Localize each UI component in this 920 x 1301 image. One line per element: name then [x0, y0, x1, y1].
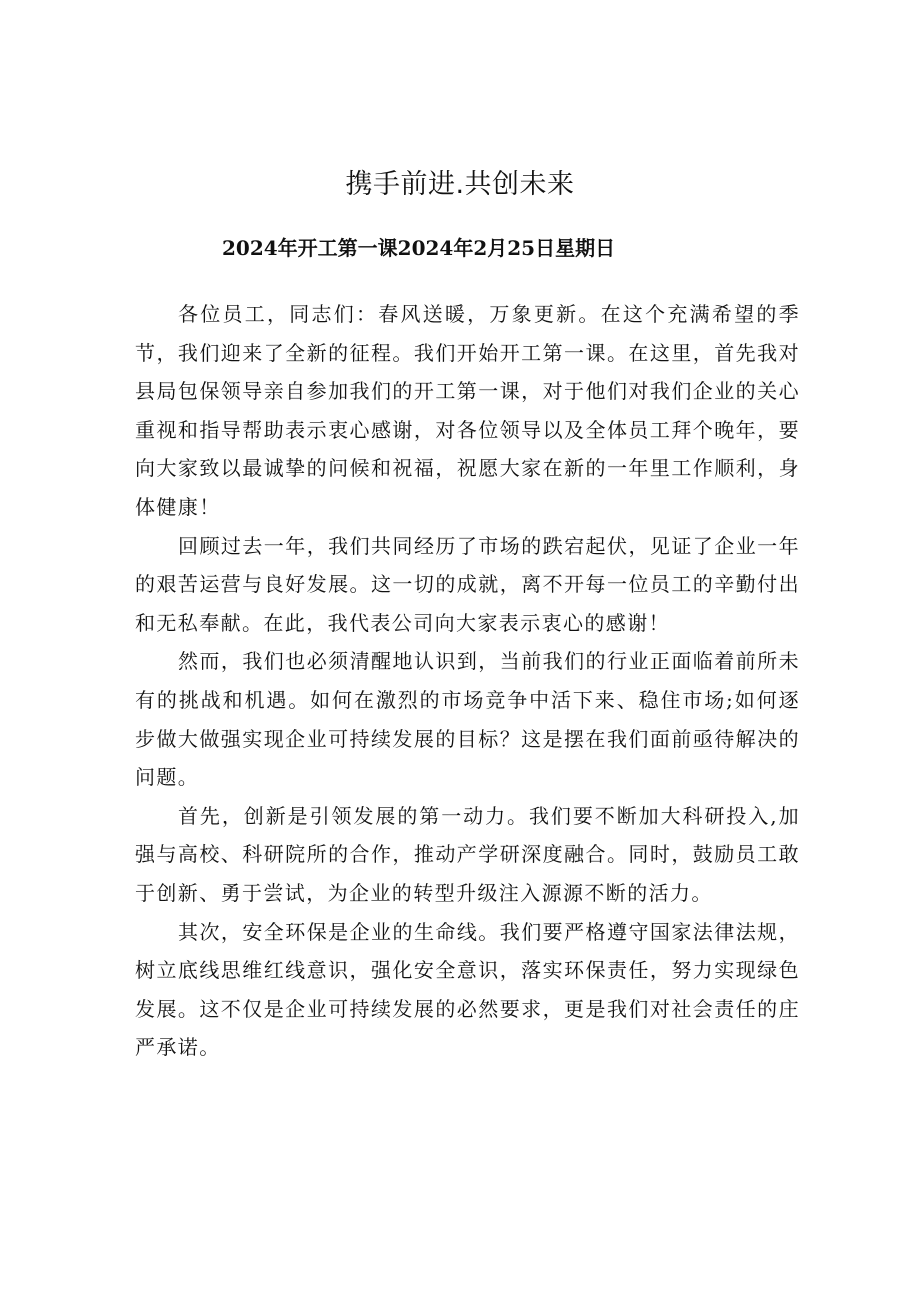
paragraph-review: 回顾过去一年，我们共同经历了市场的跌宕起伏，见证了企业一年的艰苦运营与良好发展。这一切的成就，离不开每一位员工的辛勤付出和无私奉献。在此，我代表公司向大家表示衷心的感谢！ — [135, 533, 800, 635]
document-body — [135, 295, 800, 1067]
paragraph-challenges: 然而，我们也必须清醒地认识到，当前我们的行业正面临着前所未有的挑战和机遇。如何在激烈的市场竞争中活下来、稳住市场;如何逐步做大做强实现企业可持续发展的目标？这是摆在我们面前亟待解决的问题。 — [135, 649, 800, 790]
document-subtitle: 2024年开工第一课2024年2月25日星期日 — [222, 236, 616, 260]
paragraph-safety: 其次，安全环保是企业的生命线。我们要严格遵守国家法律法规，树立底线思维红线意识，强化安全意识，落实环保责任，努力实现绿色发展。这不仅是企业可持续发展的必然要求，更是我们对社会责任的庄严承诺。 — [135, 919, 800, 1060]
paragraph-innovation: 首先，创新是引领发展的第一动力。我们要不断加大科研投入,加强与高校、科研院所的合作，推动产学研深度融合。同时，鼓励员工敢于创新、勇于尝试，为企业的转型升级注入源源不断的活力。 — [135, 803, 800, 905]
document-title: 携手前进.共创未来 — [345, 169, 575, 200]
paragraph-greeting: 各位员工，同志们：春风送暖，万象更新。在这个充满希望的季节，我们迎来了全新的征程。我们开始开工第一课。在这里，首先我对县局包保领导亲自参加我们的开工第一课，对于他们对我们企业的关心重视和指导帮助表示衷心感谢，对各位领导以及全体员工拜个晚年，要向大家致以最诚挚的问候和祝福，祝愿大家在新的一年里工作顺利，身体健康！ — [135, 302, 800, 519]
